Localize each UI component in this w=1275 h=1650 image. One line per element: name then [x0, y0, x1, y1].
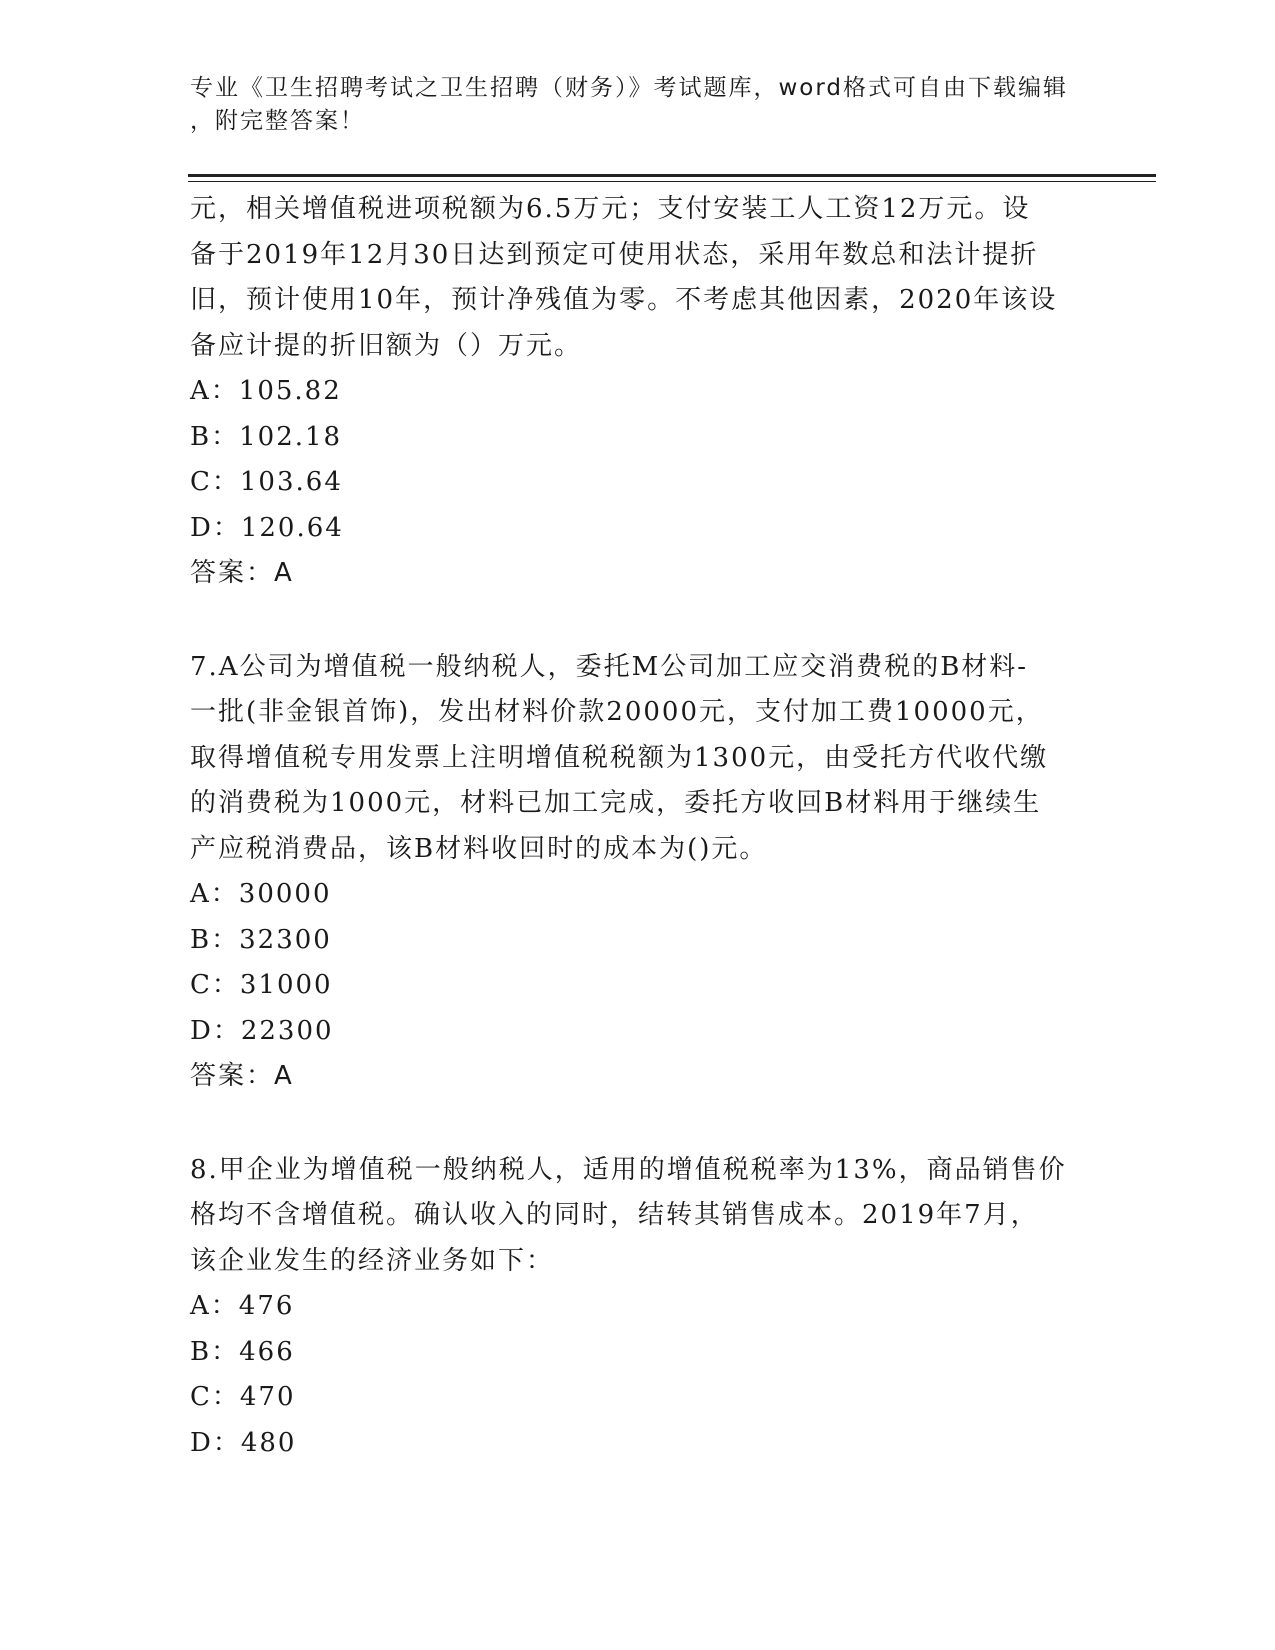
question-text-line: 元，相关增值税进项税额为6.5万元；支付安装工人工资12万元。设 — [190, 194, 1031, 224]
header-line-1: 专业《卫生招聘考试之卫生招聘（财务）》考试题库，word格式可自由下载编辑 — [190, 75, 1069, 101]
document-header — [190, 72, 1090, 138]
option-c: C：103.64 — [190, 467, 343, 497]
question-text-line: 产应税消费品，该B材料收回时的成本为()元。 — [190, 833, 768, 864]
header-divider-thin — [188, 181, 1156, 182]
option-a: A：30000 — [190, 879, 332, 909]
question-text-line: 的消费税为1000元，材料已加工完成，委托方收回B材料用于继续生 — [190, 788, 1042, 818]
option-d: D：120.64 — [190, 512, 344, 543]
option-d: D：22300 — [190, 1015, 334, 1046]
question-text-line: 备于2019年12月30日达到预定可使用状态，采用年数总和法计提折 — [190, 239, 1039, 270]
question-text-line: 8.甲企业为增值税一般纳税人，适用的增值税税率为13%，商品销售价 — [190, 1154, 1067, 1185]
question-prev — [190, 187, 1090, 597]
question-text-line: 旧，预计使用10年，预计净残值为零。不考虑其他因素，2020年该设 — [190, 285, 1058, 315]
option-b: B：32300 — [190, 924, 332, 955]
question-text-line: 该企业发生的经济业务如下： — [190, 1245, 555, 1276]
option-b: B：466 — [190, 1336, 295, 1367]
option-a: A：105.82 — [190, 376, 342, 406]
option-a: A：476 — [190, 1291, 295, 1321]
question-text-line: 一批(非金银首饰)，发出材料价款20000元，支付加工费10000元， — [190, 697, 1044, 727]
question-text-line: 取得增值税专用发票上注明增值税税额为1300元，由受托方代收代缴 — [190, 742, 1049, 773]
question-list — [190, 187, 1090, 1466]
question-8 — [190, 1148, 1090, 1467]
option-c: C：31000 — [190, 970, 333, 1000]
header-divider-thick — [188, 174, 1156, 177]
option-d: D：480 — [190, 1427, 297, 1458]
answer: 答案：A — [190, 1061, 294, 1091]
option-b: B：102.18 — [190, 421, 343, 452]
header-line-2: ，附完整答案！ — [190, 108, 365, 134]
option-c: C：470 — [190, 1382, 296, 1412]
question-text-line: 备应计提的折旧额为（）万元。 — [190, 330, 583, 361]
answer: 答案：A — [190, 558, 294, 588]
question-text-line: 格均不含增值税。确认收入的同时，结转其销售成本。2019年7月， — [190, 1200, 1039, 1230]
question-7 — [190, 645, 1090, 1100]
question-text-line: 7.A公司为增值税一般纳税人，委托M公司加工应交消费税的B材料- — [190, 651, 1029, 682]
